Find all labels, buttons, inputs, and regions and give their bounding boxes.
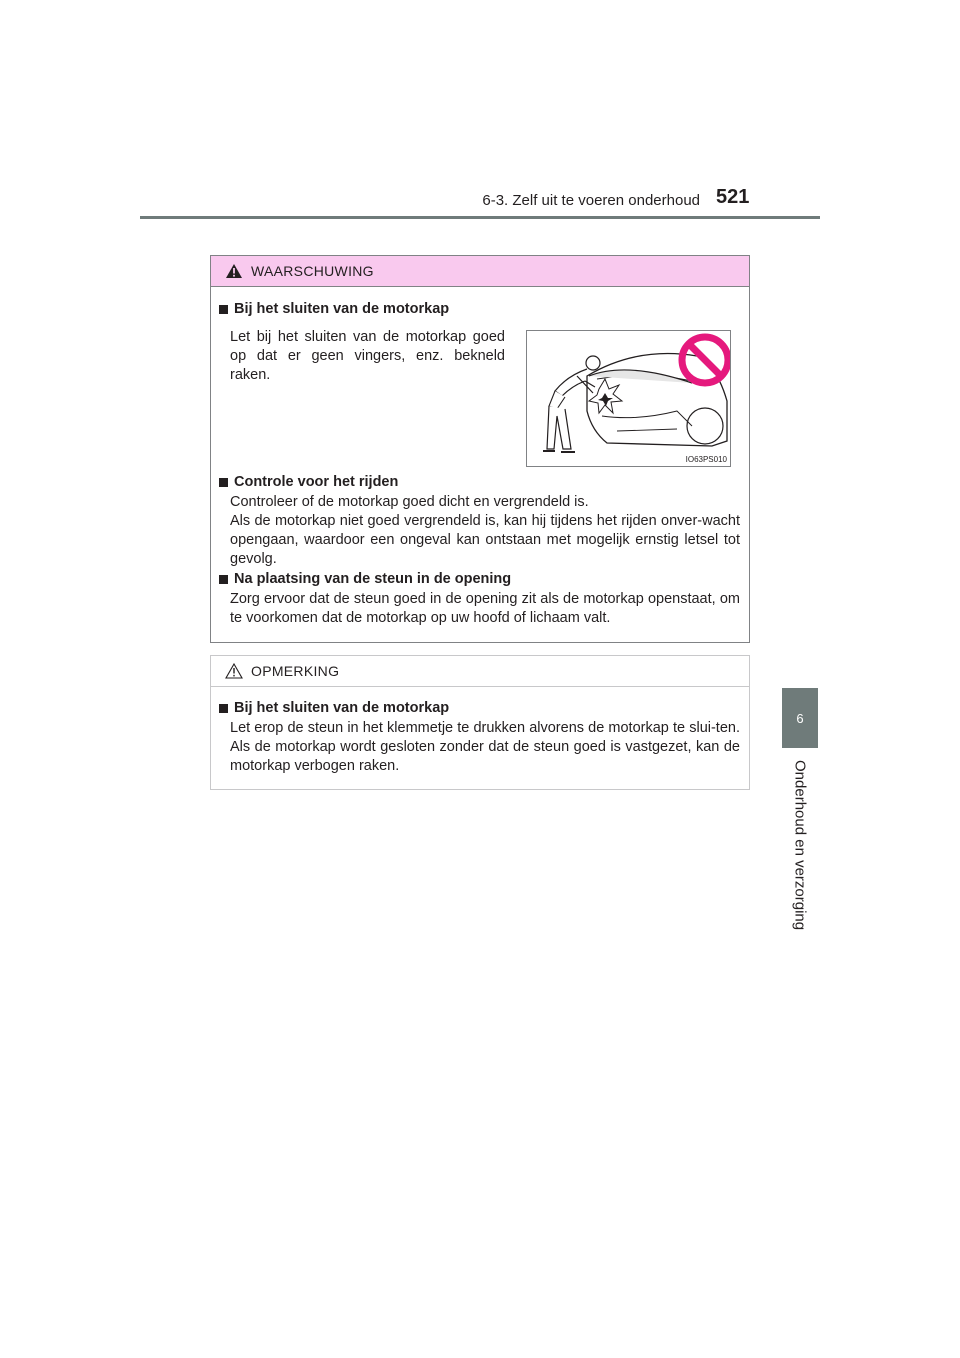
chapter-number: 6 bbox=[796, 710, 804, 726]
header-rule bbox=[140, 216, 820, 219]
bullet-square-icon bbox=[219, 305, 228, 314]
chapter-tab bbox=[782, 688, 818, 748]
warning-section-title: Na plaatsing van de steun in de opening bbox=[219, 571, 511, 587]
warning-section-text: Als de motorkap niet goed vergrendeld is, kan hij tijdens het rijden onver-wacht opengaan, waardoor een ongeval kan ontstaan met mogelijk ernstig letsel tot gevolg. bbox=[230, 513, 740, 567]
warning-section-text: Let bij het sluiten van de motorkap goed op dat er geen vingers, enz. bekneld raken. bbox=[230, 329, 505, 383]
bullet-square-icon bbox=[219, 704, 228, 713]
page-header-text: 6-3. Zelf uit te voeren onderhoud bbox=[482, 192, 700, 209]
caution-triangle-icon bbox=[225, 663, 243, 679]
warning-section-text: Zorg ervoor dat de steun goed in de opening zit als de motorkap openstaat, om te voorkomen dat de motorkap op uw hoofd of lichaam valt. bbox=[230, 591, 740, 626]
warning-section-title: Bij het sluiten van de motorkap bbox=[219, 301, 449, 317]
chapter-title: Onderhoud en verzorging bbox=[791, 760, 809, 931]
warning-heading: WAARSCHUWING bbox=[251, 263, 374, 279]
bullet-square-icon bbox=[219, 478, 228, 487]
warning-figure bbox=[526, 330, 731, 467]
warning-header bbox=[211, 256, 749, 287]
bullet-square-icon bbox=[219, 575, 228, 584]
note-section-title: Bij het sluiten van de motorkap bbox=[219, 700, 449, 716]
page-number: 521 bbox=[716, 186, 750, 208]
figure-code: IO63PS010 bbox=[685, 455, 727, 464]
warning-box bbox=[210, 255, 750, 643]
warning-section-text: Controleer of de motorkap goed dicht en vergrendeld is. bbox=[230, 494, 589, 510]
note-header bbox=[211, 656, 749, 687]
note-box bbox=[210, 655, 750, 790]
note-heading: OPMERKING bbox=[251, 663, 340, 679]
hood-closing-illustration-icon bbox=[527, 331, 730, 466]
chapter-label bbox=[782, 760, 818, 930]
note-section-text: Let erop de steun in het klemmetje te drukken alvorens de motorkap te slui-ten. Als de motorkap wordt gesloten zonder dat de steun goed is vastgezet, kan de motorkap verbogen raken. bbox=[230, 720, 740, 774]
warning-triangle-icon bbox=[225, 263, 243, 279]
warning-section-title: Controle voor het rijden bbox=[219, 474, 398, 490]
